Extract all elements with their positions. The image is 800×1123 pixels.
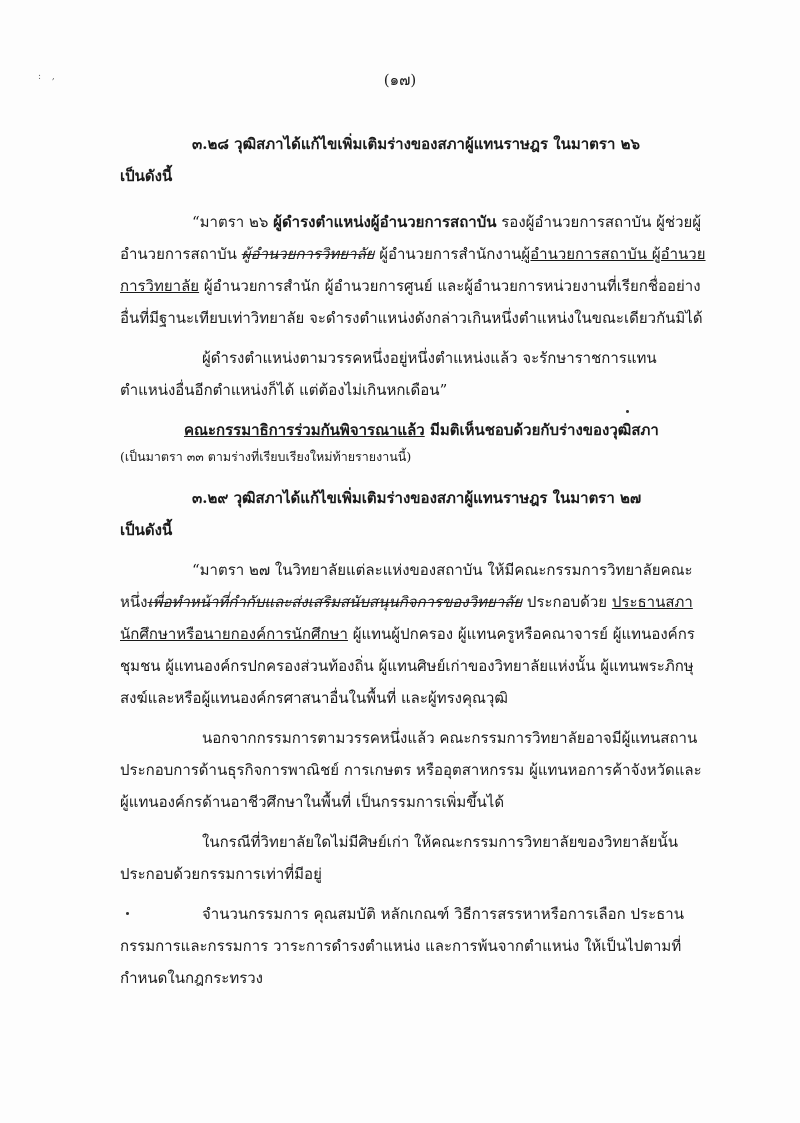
committee-note-3-28: (เป็นมาตรา ๓๓ ตามร่างที่เรียบเรียงใหม่ท้ายรายงานนี้)	[120, 449, 412, 464]
section-heading-text: ๓.๒๘ วุฒิสภาได้แก้ไขเพิ่มเติมร่างของสภาผู้แทนราษฎร ในมาตรา ๒๖	[192, 135, 641, 153]
committee-resolution-text: มีมติเห็นชอบด้วยกับร่างของวุฒิสภา	[424, 421, 659, 439]
article-27-paragraph-2: นอกจากกรรมการตามวรรคหนึ่งแล้ว คณะกรรมการวิทยาลัยอาจมีผู้แทนสถานประกอบการด้านธุรกิจการพาณิชย์ การเกษตร หรืออุตสาหกรรม ผู้แทนหอการค้าจังหวัดและผู้แทนองค์กรด้านอาชีวศึกษาในพื้นที่ เป็นกรรมการเพิ่มขึ้นได้	[120, 729, 702, 811]
article-27-paragraph-4: จำนวนกรรมการ คุณสมบัติ หลักเกณฑ์ วิธีการสรรหาหรือการเลือก ประธานกรรมการและกรรมการ วาระการดำรงตำแหน่ง และการพ้นจากตำแหน่ง ให้เป็นไปตามที่กำหนดในกฎกระทรวง	[120, 905, 684, 987]
section-heading-text: ๓.๒๙ วุฒิสภาได้แก้ไขเพิ่มเติมร่างของสภาผู้แทนราษฎร ในมาตรา ๒๗	[192, 489, 642, 507]
committee-resolution-3-28	[120, 414, 710, 446]
article-27-struck-text: เพื่อทำหน้าที่กำกับและส่งเสริมสนับสนุนกิจการของวิทยาลัย	[147, 593, 523, 611]
article-26-text-3: ผู้อำนวยการสำนัก ผู้อำนวยการศูนย์ และผู้อำนวยการหน่วยงานที่เรียกชื่ออย่างอื่นที่มีฐานะเทียบเท่าวิทยาลัย จะดำรงตำแหน่งดังกล่าวเกินหนึ่งตำแหน่งในขณะเดียวกันมิได้	[120, 277, 703, 327]
article-26-underlined-text: ผู้อำนวยการสถาบัน ผู้อำนวยการวิทยาลัย	[120, 245, 706, 295]
article-26-paragraph-2: ผู้ดำรงตำแหน่งตามวรรคหนึ่งอยู่หนึ่งตำแหน่งแล้ว จะรักษาราชการแทนตำแหน่งอื่นอีกตำแหน่งก็ได้ แต่ต้องไม่เกินหกเดือน”	[120, 349, 657, 399]
section-heading-3-29	[120, 482, 710, 546]
section-heading-3-28	[120, 128, 710, 192]
article-26-open: “มาตรา ๒๖	[192, 213, 274, 231]
committee-resolution-underlined: คณะกรรมาธิการร่วมกันพิจารณาแล้ว	[184, 421, 425, 439]
section-heading-continuation: เป็นดังนี้	[120, 167, 173, 185]
article-26-text-2: ผู้อำนวยการสำนักงาน	[374, 245, 522, 263]
article-27-text-1: ประกอบด้วย	[522, 593, 612, 611]
scan-specks: : ,	[38, 72, 59, 82]
article-27-text-2: ผู้แทนผู้ปกครอง ผู้แทนครูหรือคณาจารย์ ผู้แทนองค์กรชุมชน ผู้แทนองค์กรปกครองส่วนท้องถิ่น ผู้แทนศิษย์เก่าของวิทยาลัยแห่งนั้น ผู้แทนพระภิกษุสงฆ์และหรือผู้แทนองค์กรศาสนาอื่นในพื้นที่ และผู้ทรงคุณวุฒิ	[120, 625, 695, 707]
document-body	[120, 128, 710, 994]
article-26-struck-text: ผู้อำนวยการวิทยาลัย	[241, 245, 375, 263]
article-26-text-1: รองผู้อำนวยการสถาบัน ผู้ช่วยผู้อำนวยการสถาบัน	[120, 213, 702, 263]
article-26-bold-text: ผู้ดำรงตำแหน่งผู้อำนวยการสถาบัน	[273, 213, 497, 231]
article-27-paragraph-3: ในกรณีที่วิทยาลัยใดไม่มีศิษย์เก่า ให้คณะกรรมการวิทยาลัยของวิทยาลัยนั้นประกอบด้วยกรรมการเท่าที่มีอยู่	[120, 833, 678, 883]
section-heading-continuation: เป็นดังนี้	[120, 521, 173, 539]
article-26-quote	[120, 206, 710, 334]
article-27-quote	[120, 554, 710, 714]
page-number: (๑๗)	[383, 71, 417, 89]
article-27-underlined-text: ประธานสภานักศึกษาหรือนายกองค์การนักศึกษา	[120, 593, 693, 643]
article-27-open: “มาตรา ๒๗ ในวิทยาลัยแต่ละแห่งของสถาบัน ให้มีคณะกรรมการวิทยาลัยคณะหนึ่ง	[120, 561, 693, 611]
